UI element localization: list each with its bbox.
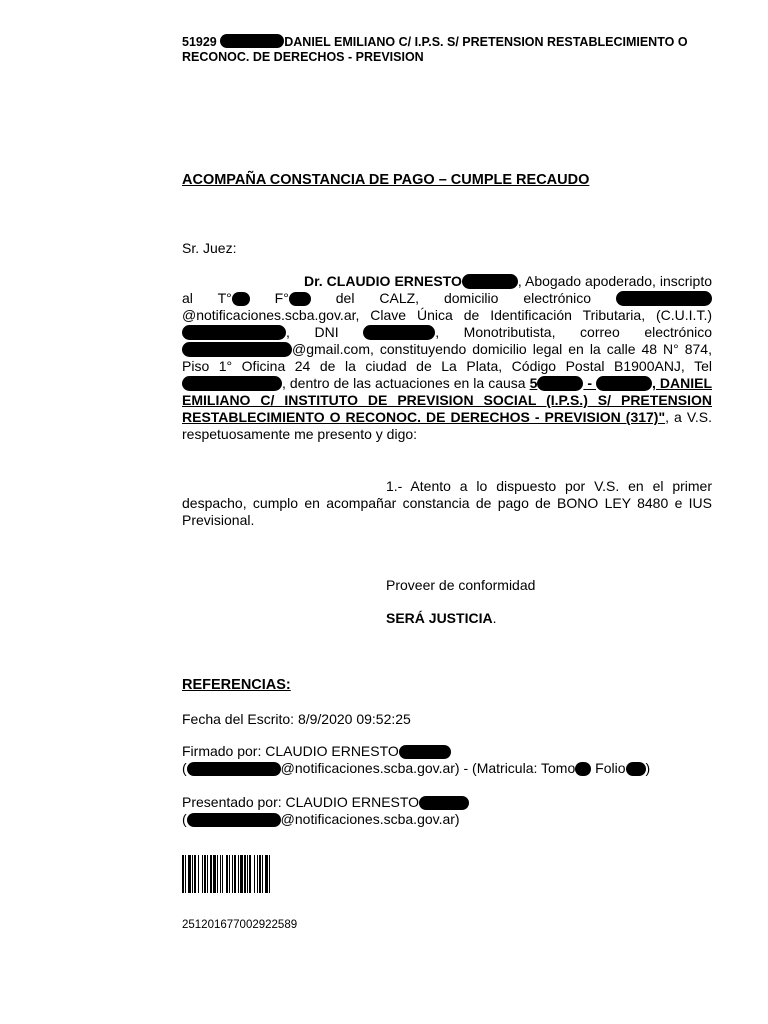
barcode	[182, 855, 334, 893]
presented-by-detail: @notificaciones.scba.gov.ar)	[280, 811, 460, 827]
case-header	[182, 34, 722, 64]
signed-by-close: )	[645, 760, 651, 776]
case-reference-number: 5	[529, 375, 538, 391]
redaction-mark	[232, 292, 250, 306]
redaction-mark	[182, 342, 292, 357]
redaction-mark	[182, 376, 282, 391]
signed-by-label: Firmado por: CLAUDIO ERNESTO	[182, 743, 399, 759]
case-reference-title: , DANIEL EMILIANO C/ INSTITUTO DE PREVISION SOCIAL (I.P.S.) S/ PRETENSION RESTABLECIMIENTO O RECONOC. DE DERECHOS - PREVISION (317)"	[182, 375, 713, 425]
body-text: , DNI	[286, 324, 339, 340]
redaction-mark	[399, 745, 451, 759]
item-1-paragraph	[182, 478, 712, 529]
redaction-mark	[596, 376, 652, 391]
body-text: , dentro de las actuaciones en la causa	[282, 375, 526, 391]
body-text: , Abogado apoderado, inscripto al T°	[182, 273, 713, 306]
presented-by-label: Presentado por: CLAUDIO ERNESTO	[182, 794, 420, 810]
references-signed: Firmado por: CLAUDIO ERNESTO ( @notificaciones.scba.gov.ar) - (Matricula: Tomo Folio )	[182, 743, 651, 776]
redaction-mark	[187, 762, 281, 776]
redaction-mark	[419, 796, 469, 810]
references-presented: Presentado por: CLAUDIO ERNESTO ( @notificaciones.scba.gov.ar)	[182, 794, 722, 828]
redaction-mark	[182, 325, 286, 340]
body-paragraph	[182, 273, 712, 443]
signed-by-detail: @notificaciones.scba.gov.ar) - (Matricula: Tomo	[280, 760, 576, 776]
redaction-mark	[626, 762, 646, 776]
redaction-mark	[220, 34, 284, 48]
redaction-mark	[575, 762, 591, 776]
redaction-mark	[462, 274, 518, 289]
case-reference: 5 - , DANIEL EMILIANO C/ INSTITUTO DE PREVISION SOCIAL (I.P.S.) S/ PRETENSION RESTABLECIMIENTO O RECONOC. DE DERECHOS - PREVISION (317)"	[182, 375, 713, 425]
item-1-lead: 1.- Atento a lo dispuesto por V.S. en el primer	[386, 478, 712, 494]
signed-by-folio: Folio	[591, 760, 626, 776]
closing-justicia-text: SERÁ JUSTICIA	[386, 610, 493, 626]
lawyer-name: Dr. CLAUDIO ERNESTO	[304, 273, 462, 289]
references-title: REFERENCIAS:	[182, 677, 291, 693]
closing-proveer: Proveer de conformidad	[386, 577, 536, 593]
closing-period: .	[492, 610, 497, 626]
item-1-text: despacho, cumplo en acompañar constancia de pago de BONO LEY 8480 e IUS Previsional.	[182, 495, 712, 528]
redaction-mark	[289, 292, 311, 306]
body-text: @notificaciones.scba.gov.ar, Clave Única de Identificación Tributaria, (C.U.I.T.)	[182, 307, 712, 323]
case-title: DANIEL EMILIANO C/ I.P.S. S/ PRETENSION RESTABLECIMIENTO O RECONOC. DE DERECHOS - PREVISION	[182, 35, 688, 64]
body-text: del CALZ, domicilio electrónico	[310, 290, 592, 306]
redaction-mark	[187, 813, 281, 827]
case-number: 51929	[182, 35, 217, 49]
redaction-mark	[616, 291, 712, 306]
salutation: Sr. Juez:	[182, 240, 237, 256]
redaction-mark	[537, 376, 583, 391]
body-text: , Monotributista, correo electrónico	[435, 324, 713, 340]
body-text: @gmail.com, constituyendo domicilio legal en la calle 48 N° 874, Piso 1° Oficina 24 de la ciudad de La Plata, Código Postal B1900ANJ, Tel	[182, 341, 712, 374]
references-date: Fecha del Escrito: 8/9/2020 09:52:25	[182, 711, 411, 727]
redaction-mark	[363, 325, 435, 340]
document-title: ACOMPAÑA CONSTANCIA DE PAGO – CUMPLE RECAUDO	[182, 172, 590, 188]
barcode-number: 251201677002922589	[182, 919, 298, 931]
closing-justicia	[386, 610, 496, 627]
body-text: F°	[249, 290, 289, 306]
body-text: , a V.S. respetuosamente me presento y digo:	[182, 409, 712, 442]
